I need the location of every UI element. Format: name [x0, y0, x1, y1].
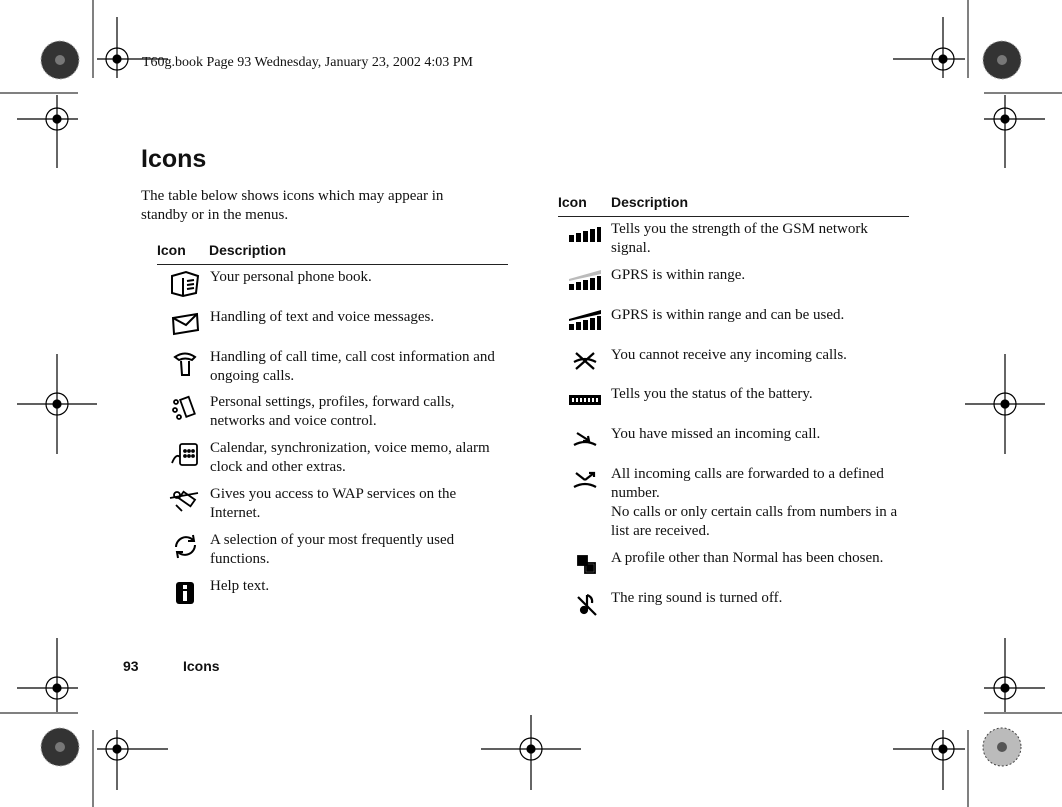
signal-strength-icon — [568, 220, 602, 250]
page-number: 93 — [123, 658, 139, 674]
gprs-range-icon — [568, 266, 602, 296]
row-description: Handling of call time, call cost information and ongoing calls. — [210, 349, 495, 384]
info-icon — [168, 577, 202, 607]
intro-text: The table below shows icons which may appear in standby or in the menus. — [141, 188, 444, 223]
call-forward-icon — [568, 465, 602, 495]
forward-description: All incoming calls are forwarded to a defined number. — [611, 466, 884, 501]
left-table-header — [157, 242, 508, 265]
battery-icon — [568, 385, 602, 415]
print-header: T60g.book Page 93 Wednesday, January 23, 2002 4:03 PM — [142, 55, 473, 70]
settings-phone-icon — [168, 393, 202, 423]
page-title: Icons — [141, 145, 207, 173]
missed-call-icon — [568, 425, 602, 455]
row-description: Tells you the status of the battery. — [611, 386, 813, 402]
footer-section-title: Icons — [183, 658, 220, 674]
phone-handset-icon — [168, 348, 202, 378]
row-description: GPRS is within range. — [611, 267, 746, 283]
right-table-header — [558, 194, 909, 217]
gprs-usable-icon — [568, 306, 602, 336]
row-description: The ring sound is turned off. — [611, 590, 783, 606]
shortcut-arrows-icon — [168, 531, 202, 561]
row-description: Gives you access to WAP services on the Internet. — [210, 486, 457, 521]
row-description: You cannot receive any incoming calls. — [611, 347, 847, 363]
phonebook-icon — [168, 268, 202, 298]
row-description: Handling of text and voice messages. — [210, 309, 435, 325]
row-description: Your personal phone book. — [210, 269, 372, 285]
row-description: GPRS is within range and can be used. — [611, 307, 845, 323]
ring-off-icon — [568, 589, 602, 619]
row-description — [611, 465, 909, 541]
col-icon-header: Icon — [157, 242, 186, 258]
row-description: Help text. — [210, 578, 270, 594]
wap-globe-icon — [168, 485, 202, 515]
col-desc-header: Description — [209, 242, 287, 258]
no-incoming-calls-icon — [568, 346, 602, 376]
restrict-description: No calls or only certain calls from numbers in a list are received. — [611, 504, 898, 539]
profile-icon — [568, 549, 602, 579]
row-description: You have missed an incoming call. — [611, 426, 821, 442]
col-icon-header: Icon — [558, 194, 587, 210]
row-description: A profile other than Normal has been chosen. — [611, 550, 884, 566]
row-description: A selection of your most frequently used functions. — [210, 532, 455, 567]
col-desc-header: Description — [611, 194, 689, 210]
row-description: Tells you the strength of the GSM network signal. — [611, 221, 868, 256]
row-description: Calendar, synchronization, voice memo, alarm clock and other extras. — [210, 440, 490, 475]
envelope-icon — [168, 308, 202, 338]
calendar-extras-icon — [168, 439, 202, 469]
row-description: Personal settings, profiles, forward calls, networks and voice control. — [210, 394, 455, 429]
